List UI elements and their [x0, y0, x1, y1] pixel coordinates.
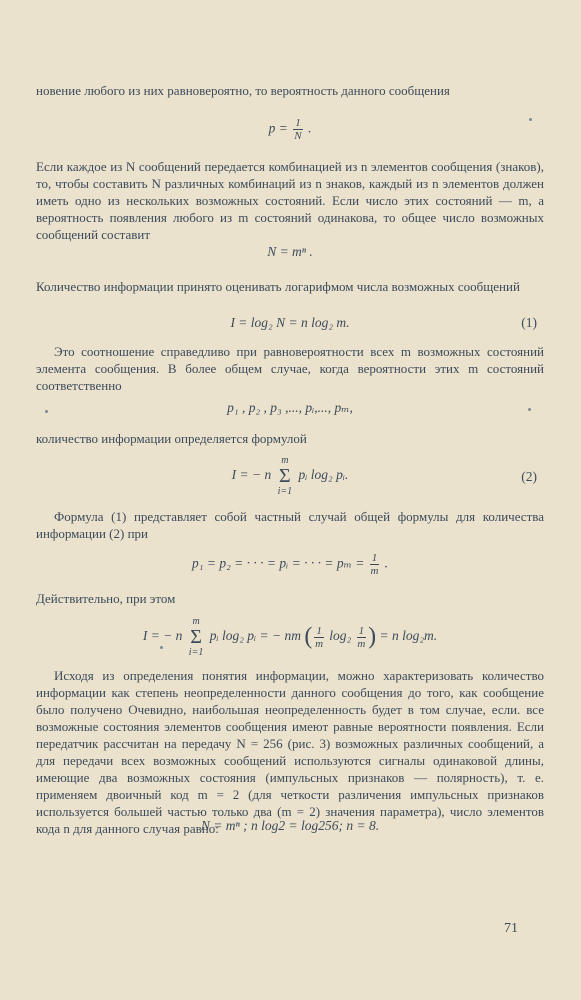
print-speck: [45, 410, 48, 413]
formula-code-length: N = mⁿ ; n log2 = log256; n = 8.: [200, 818, 380, 833]
paragraph-4: Это соотношение справедливо при равновероятности всех m возможных состояний элемента сообщения. В более общем случае, когда вероятности этих m состояний соответственно: [36, 344, 544, 393]
print-speck: [528, 408, 531, 411]
formula-general-information: I = − n m Σ i=1 pᵢ log₂ pᵢ.: [231, 455, 349, 497]
paragraph-1: новение любого из них равновероятно, то вероятность данного сообщения: [36, 83, 450, 98]
print-speck: [529, 118, 532, 121]
formula-p-equals-1-over-n: p = $\frac{1}{N}$ .: [268, 117, 312, 142]
paragraph-7: Действительно, при этом: [36, 591, 176, 606]
paragraph-5: количество информации определяется формулой: [36, 431, 307, 446]
paragraph-2: Если каждое из N сообщений передается комбинацией из n элементов сообщения (знаков), то, чтобы составить N различных комбинаций из n знаков, каждый из n элементов должен иметь одно из нескольких возможных состояний. Если число этих состояний — m, а вероятность появления любого из m состояний одинакова, то общее число возможных сообщений составит: [36, 159, 544, 242]
formula-proof: I = − n m Σ i=1 pᵢ log₂ pᵢ = − nm ( $\frac{1}{m}$ log₂ $\frac{1}{m}$ ) = n log₂m.: [142, 616, 438, 658]
paragraph-3: Количество информации принято оценивать логарифмом числа возможных сообщений: [36, 279, 520, 294]
formula-probabilities-list: p₁ , p₂ , p₃ ,..., pᵢ,..., pₘ,: [227, 400, 353, 415]
formula-equal-probabilities: p₁ = p₂ = · · · = pᵢ = · · · = pₘ = $\frac{1}{m}$ .: [192, 552, 388, 577]
equation-number-1: (1): [521, 315, 537, 330]
equation-number-2: (2): [521, 469, 537, 484]
paragraph-8: Исходя из определения понятия информации, можно характеризовать количество информации как степень неопределенности данного сообщения до того, как сообщение было получено Очевидно, наибольшая неопределенность будет в том случае, если. все возможные состояния элементов сообщения имеют равные вероятности появления. Если передатчик рассчитан на передачу N = 256 (рис. 3) возможных различных сообщений, а для передачи всех возможных сообщений используются сигналы одинаковой длины, имеющие два возможных состояния (импульсных признаков — полярность), т. е. применяем двоичный код m = 2 (для четкости различения импульсных признаков используется большей частью только два (m = 2) значения параметра), число элементов кода n для данного случая равно:: [36, 668, 544, 836]
page-number: 71: [504, 921, 518, 936]
paragraph-6: Формула (1) представляет собой частный случай общей формулы для количества информации (2) при: [36, 509, 544, 541]
formula-information-log: I = log₂ N = n log₂ m.: [230, 315, 350, 330]
print-speck: [160, 646, 163, 649]
formula-n-equals-m-pow-n: N = mⁿ .: [267, 244, 313, 259]
